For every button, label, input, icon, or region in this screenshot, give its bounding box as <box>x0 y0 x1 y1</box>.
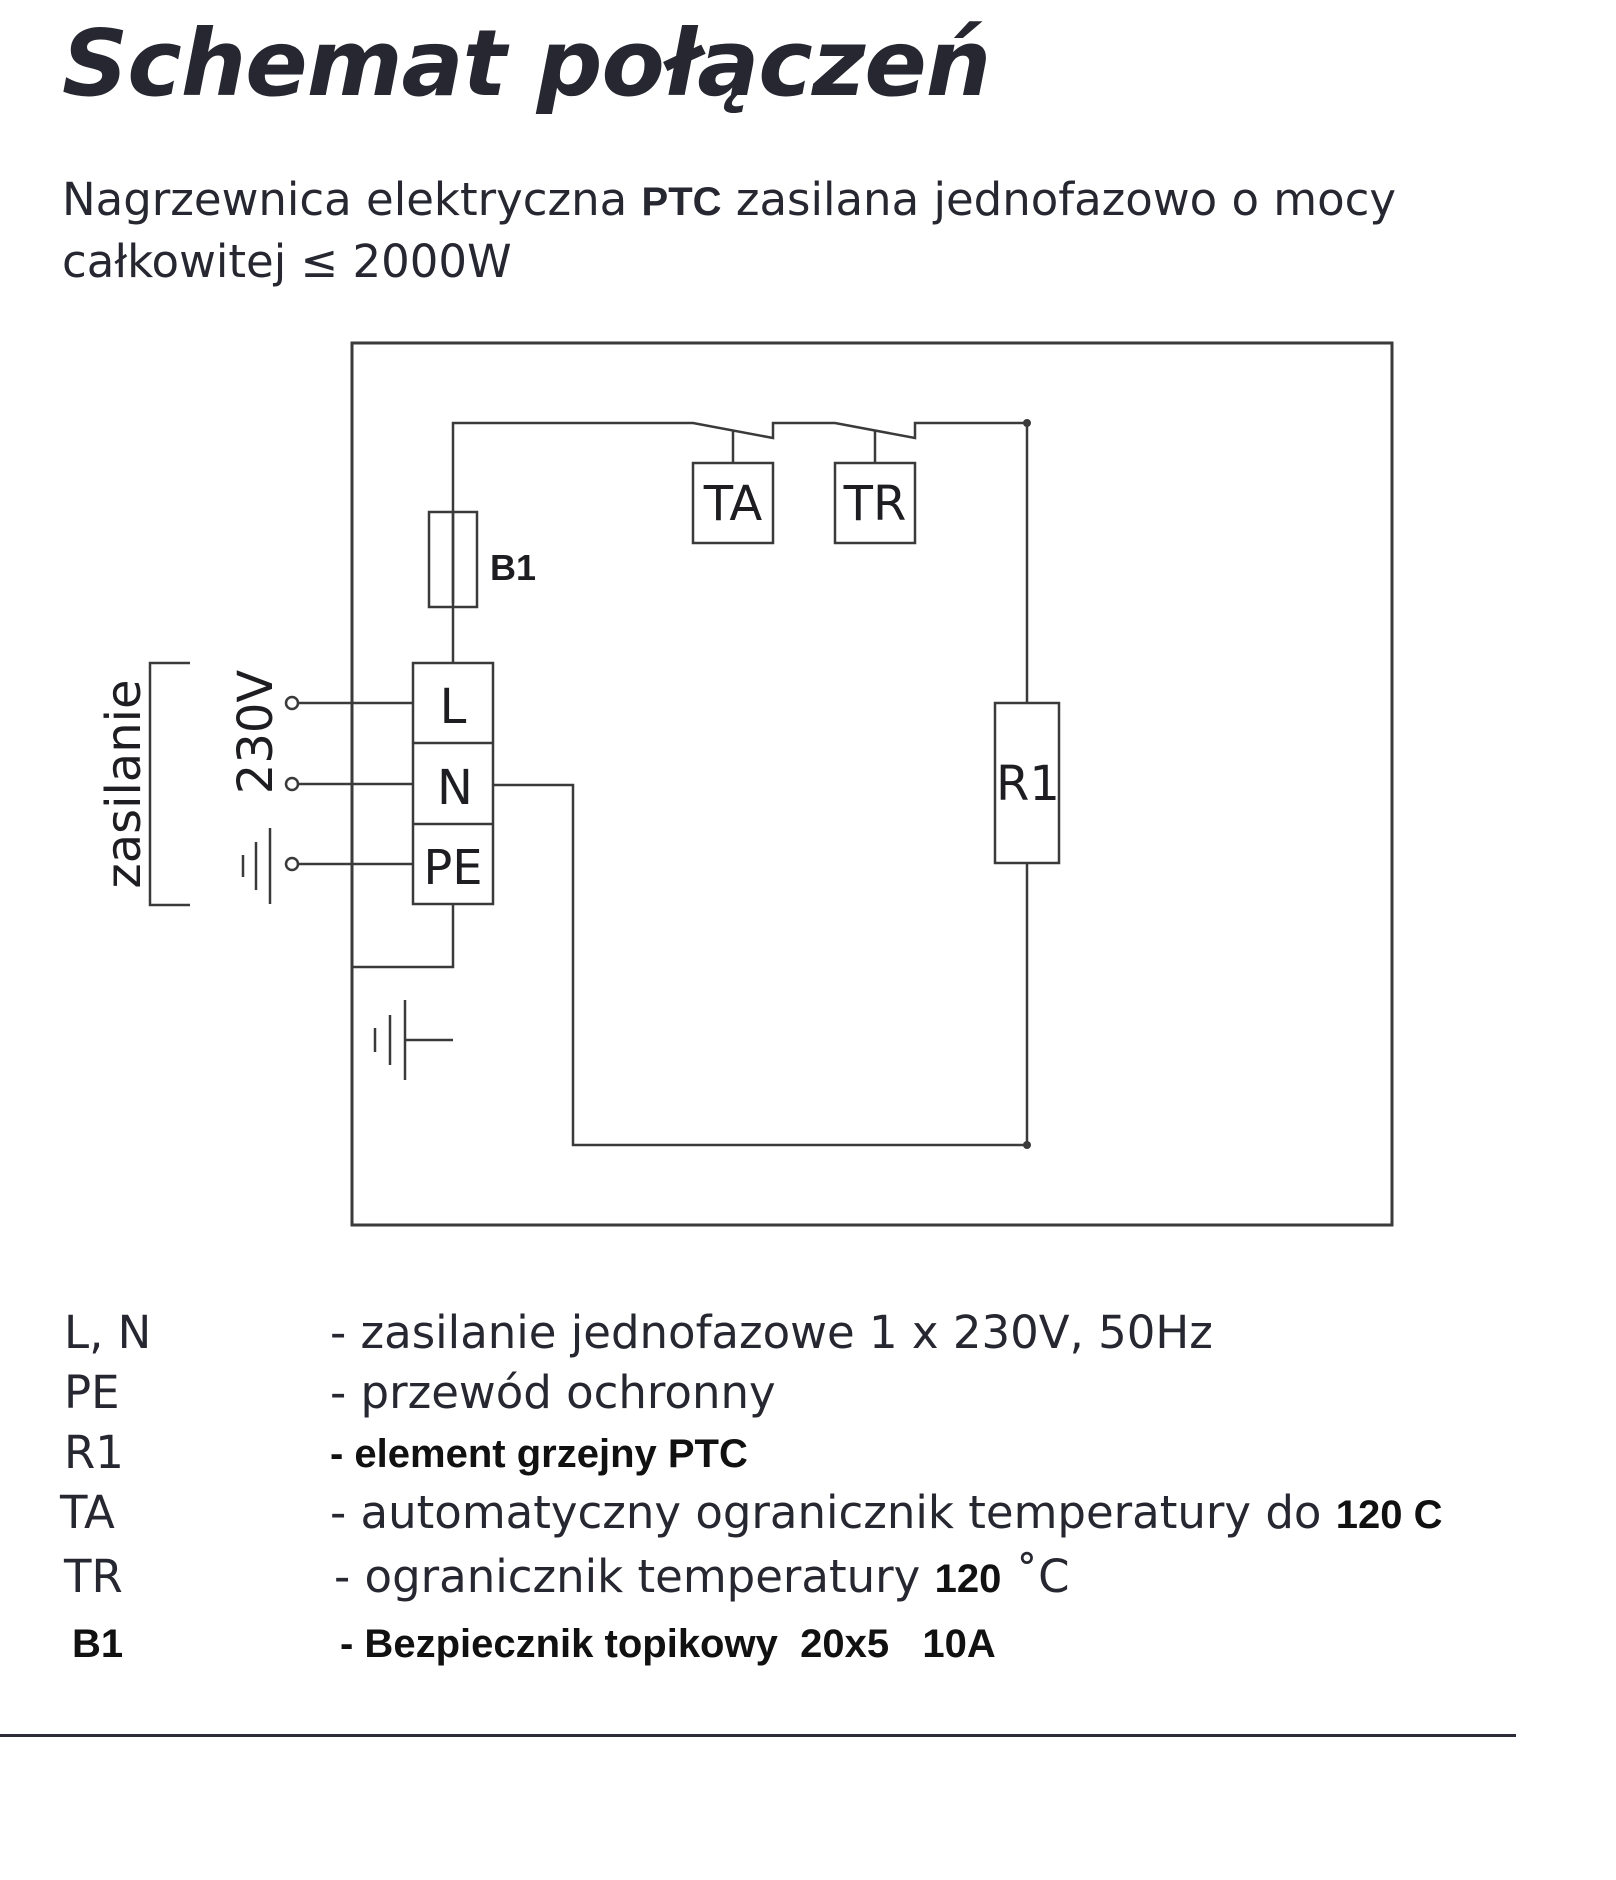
subtitle-part2: zasilana jednofazowo o mocy całkowitej ≤ 2000W <box>62 173 1397 288</box>
legend-key: B1 <box>72 1622 124 1666</box>
legend-desc: - Bezpiecznik topikowy 20x5 10A <box>340 1622 996 1666</box>
junction-bottom <box>1023 1141 1031 1149</box>
legend-key: TR <box>64 1550 123 1603</box>
subtitle-part1: Nagrzewnica elektryczna <box>62 173 642 226</box>
legend-desc-text: - automatyczny ogranicznik temperatury do <box>330 1486 1322 1539</box>
subtitle-ptc: PTC <box>641 180 722 224</box>
supply-n-pin <box>286 778 298 790</box>
legend-key: L, N <box>64 1306 152 1359</box>
legend-desc: - zasilanie jednofazowe 1 x 230V, 50Hz <box>330 1306 1213 1359</box>
legend-row <box>0 1300 1616 1362</box>
legend-value: 120 <box>934 1557 1002 1601</box>
junction-top <box>1023 419 1031 427</box>
legend-row <box>0 1420 1616 1482</box>
legend-row <box>0 1544 1616 1606</box>
legend-key: R1 <box>64 1426 124 1479</box>
terminal-pe-label: PE <box>423 840 483 896</box>
legend-row <box>0 1360 1616 1422</box>
fuse-b1-label: B1 <box>490 547 537 588</box>
pe-wire <box>352 904 453 967</box>
supply-l-pin <box>286 697 298 709</box>
page-title: Schemat połączeń <box>62 10 991 117</box>
legend-desc <box>334 1550 1070 1603</box>
legend-row <box>0 1612 1616 1674</box>
legend-unit: ˚C <box>1015 1550 1070 1603</box>
legend-key: TA <box>60 1486 115 1539</box>
limiter-ta-label: TA <box>703 476 763 532</box>
voltage-label: 230V <box>228 669 284 795</box>
legend-row <box>0 1480 1616 1542</box>
heater-r1-label: R1 <box>996 756 1060 812</box>
supply-label: zasilanie <box>96 679 152 889</box>
supply-pe-pin <box>286 858 298 870</box>
legend-desc-text: - ogranicznik temperatury <box>334 1550 921 1603</box>
legend-value: 120 C <box>1335 1493 1443 1537</box>
terminal-l-label: L <box>439 679 467 735</box>
legend-desc: - element grzejny PTC <box>330 1432 748 1476</box>
bottom-divider <box>0 1734 1516 1737</box>
terminal-n-label: N <box>437 760 473 816</box>
limiter-tr-label: TR <box>843 476 907 532</box>
supply-bracket <box>150 663 190 905</box>
legend-key: PE <box>64 1366 120 1419</box>
legend-desc: - przewód ochronny <box>330 1366 776 1419</box>
legend-desc <box>330 1486 1443 1539</box>
neutral-wire <box>493 785 1027 1145</box>
